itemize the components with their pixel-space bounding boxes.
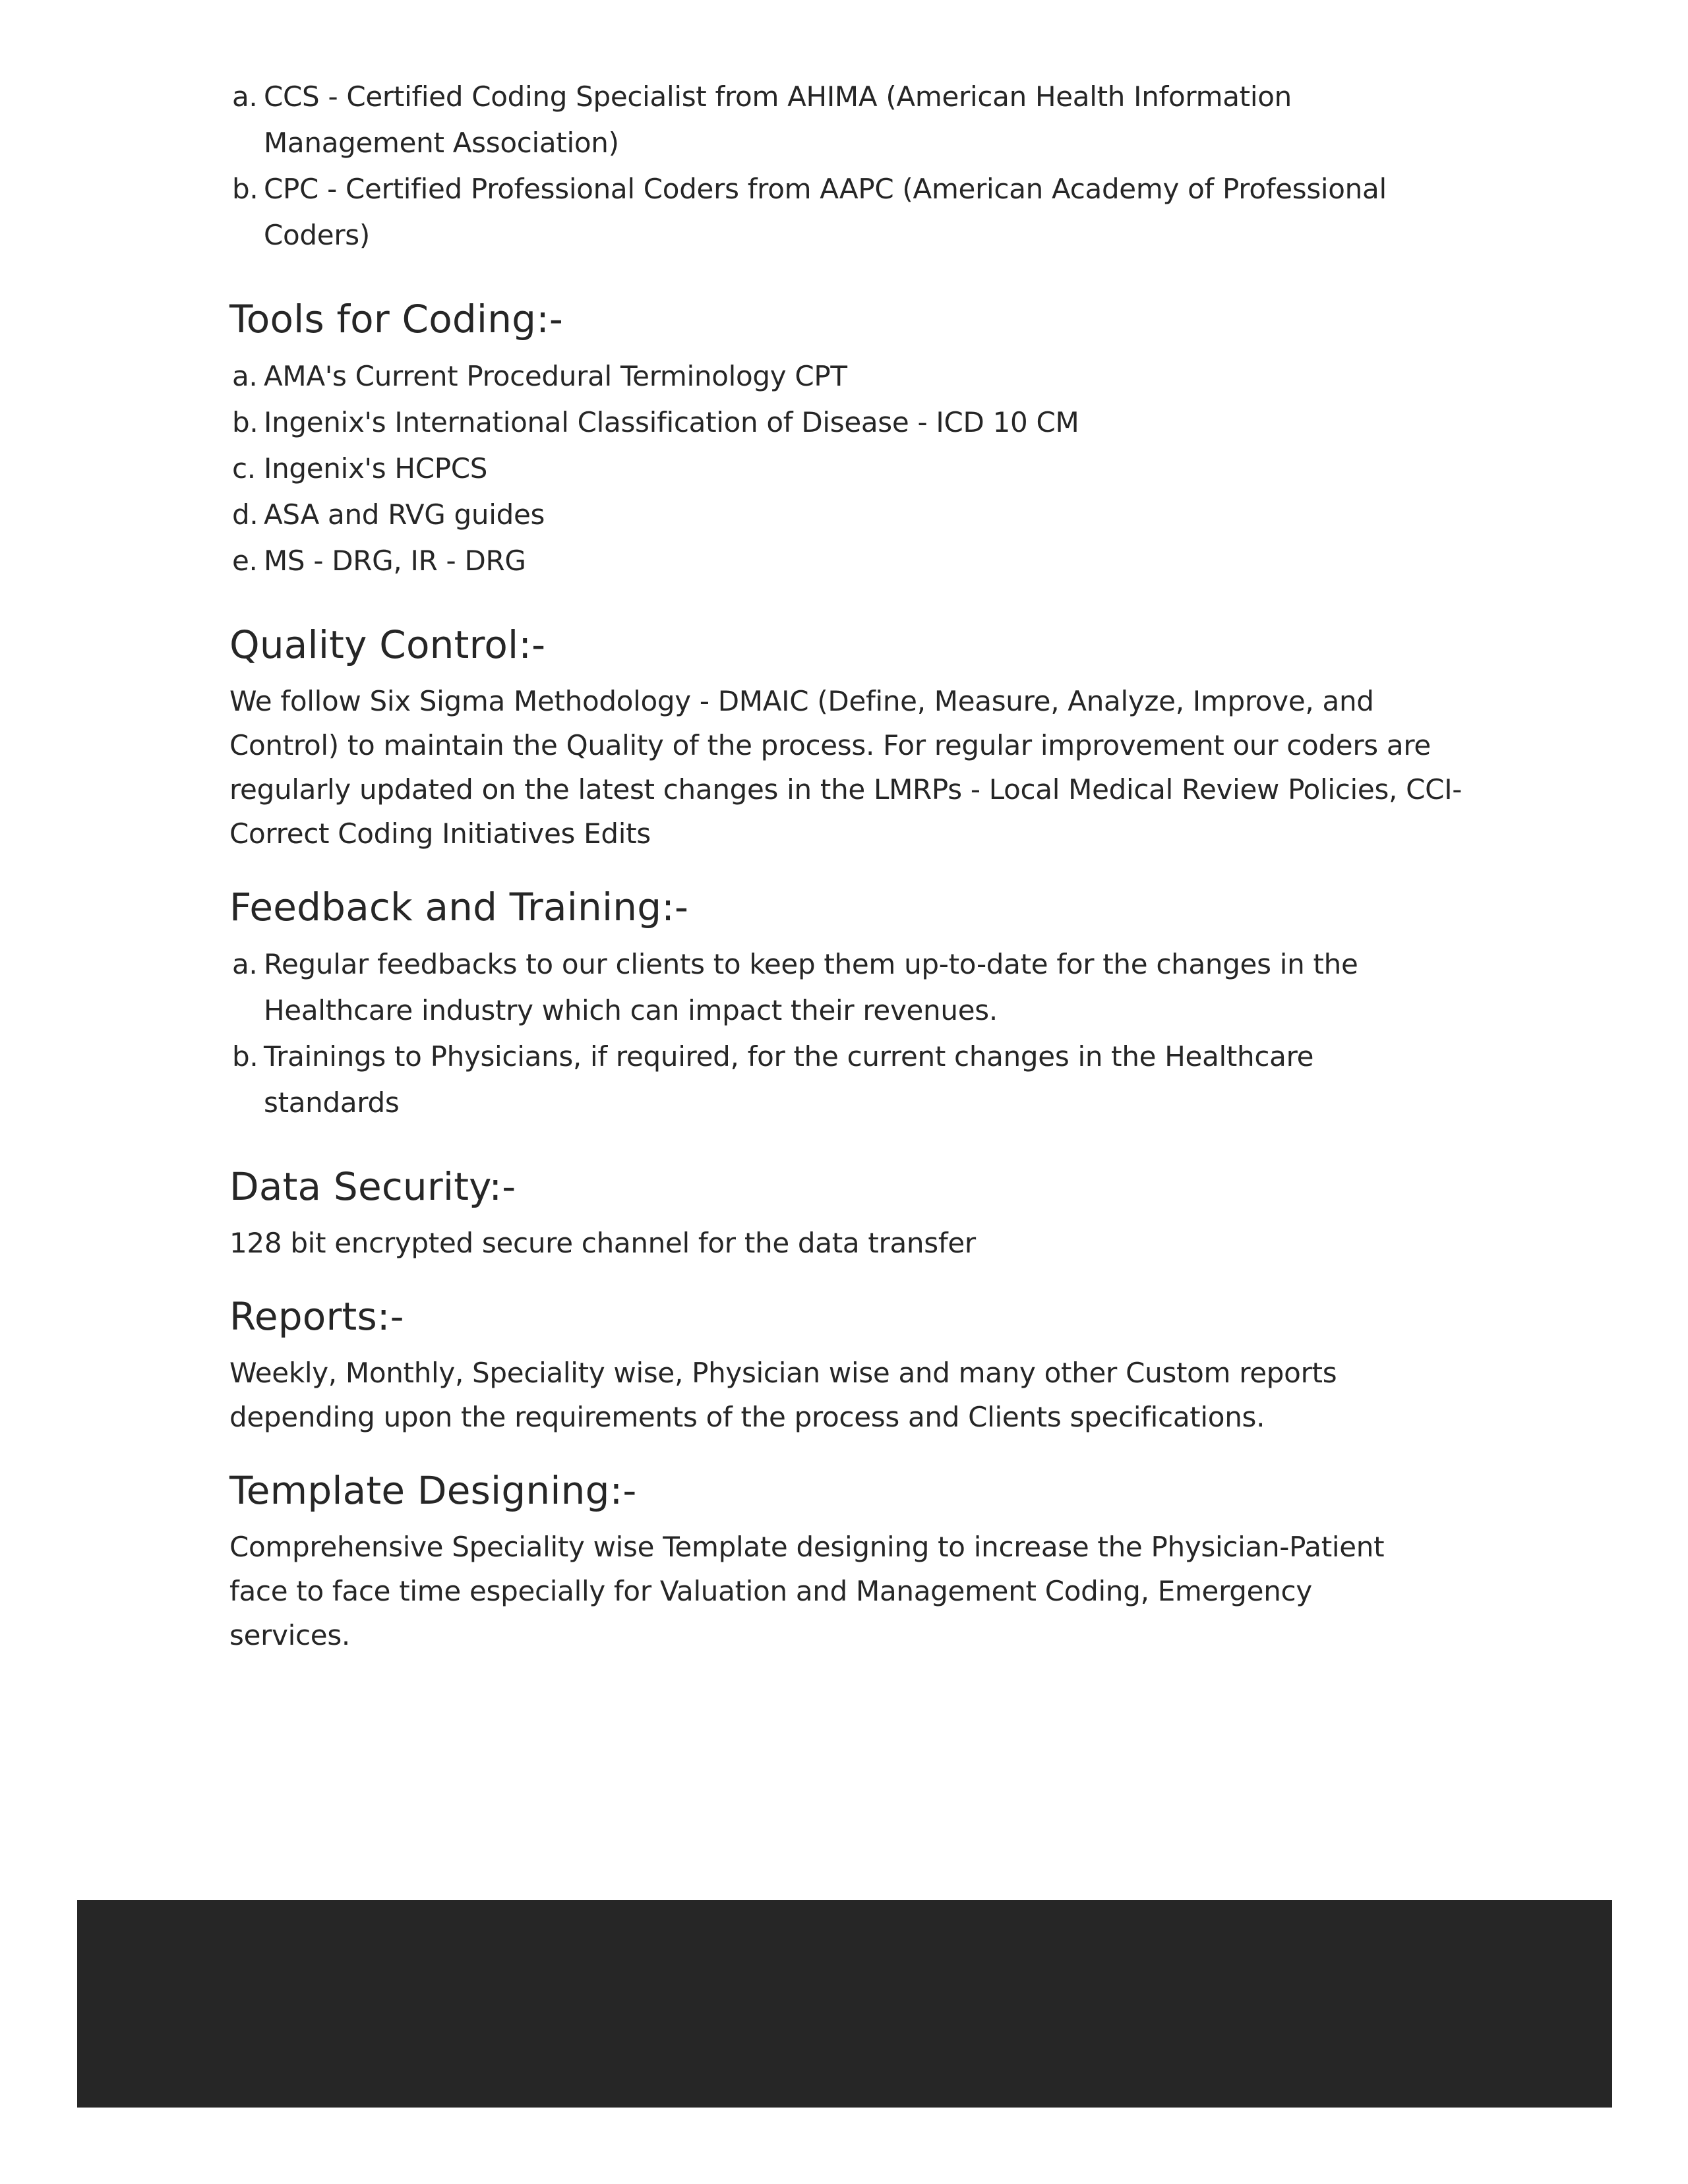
list-item <box>229 74 1416 166</box>
list-marker: b. <box>232 1040 258 1073</box>
reports-body: Weekly, Monthly, Speciality wise, Physician wise and many other Custom reports depending upon the requirements of the process and Clients specifications. <box>229 1357 1337 1433</box>
quality-heading: Quality Control:- <box>229 622 546 667</box>
list-item-text: CPC - Certified Professional Coders from AAPC (American Academy of Professional Coders) <box>264 173 1387 251</box>
list-item-text: ASA and RVG guides <box>264 498 545 531</box>
list-item <box>229 353 1469 399</box>
quality-body: We follow Six Sigma Methodology - DMAIC (Define, Measure, Analyze, Improve, and Control) to maintain the Quality of the process. For regular improvement our coders are regularly updated on the latest changes in the LMRPs - Local Medical Review Policies, CCI-Correct Coding Initiatives Edits <box>229 685 1462 850</box>
list-item-text: MS - DRG, IR - DRG <box>264 545 526 577</box>
list-marker: d. <box>232 498 258 531</box>
list-marker: b. <box>232 173 258 205</box>
list-item-text: CCS - Certified Coding Specialist from AHIMA (American Health Information Management Association) <box>264 80 1292 159</box>
document-content <box>229 74 1469 1657</box>
list-item-text: Regular feedbacks to our clients to keep them up-to-date for the changes in the Healthcare industry which can impact their revenues. <box>264 948 1358 1026</box>
template-body: Comprehensive Speciality wise Template designing to increase the Physician-Patient face to face time especially for Valuation and Management Coding, Emergency services. <box>229 1531 1385 1651</box>
list-marker: e. <box>232 545 258 577</box>
template-heading: Template Designing:- <box>229 1468 637 1513</box>
list-marker: a. <box>232 360 258 392</box>
footer-bar <box>77 1900 1612 2108</box>
list-item-text: Trainings to Physicians, if required, for the current changes in the Healthcare standards <box>264 1040 1314 1119</box>
list-marker: c. <box>232 452 256 485</box>
certifications-list <box>229 74 1416 258</box>
list-item <box>229 446 1469 492</box>
list-item <box>229 399 1469 446</box>
list-marker: b. <box>232 406 258 438</box>
tools-list <box>229 353 1469 584</box>
list-item <box>229 1034 1403 1126</box>
list-marker: a. <box>232 948 258 980</box>
tools-heading: Tools for Coding:- <box>229 297 564 341</box>
reports-heading: Reports:- <box>229 1294 404 1339</box>
security-body: 128 bit encrypted secure channel for the data transfer <box>229 1227 976 1259</box>
list-item <box>229 166 1416 258</box>
list-item <box>229 492 1469 538</box>
security-heading: Data Security:- <box>229 1164 516 1209</box>
feedback-heading: Feedback and Training:- <box>229 885 689 930</box>
list-item <box>229 538 1469 584</box>
list-item-text: Ingenix's International Classification of Disease - ICD 10 CM <box>264 406 1079 438</box>
list-item <box>229 941 1403 1034</box>
list-item-text: Ingenix's HCPCS <box>264 452 488 485</box>
list-marker: a. <box>232 80 258 113</box>
feedback-list <box>229 941 1403 1126</box>
list-item-text: AMA's Current Procedural Terminology CPT <box>264 360 847 392</box>
